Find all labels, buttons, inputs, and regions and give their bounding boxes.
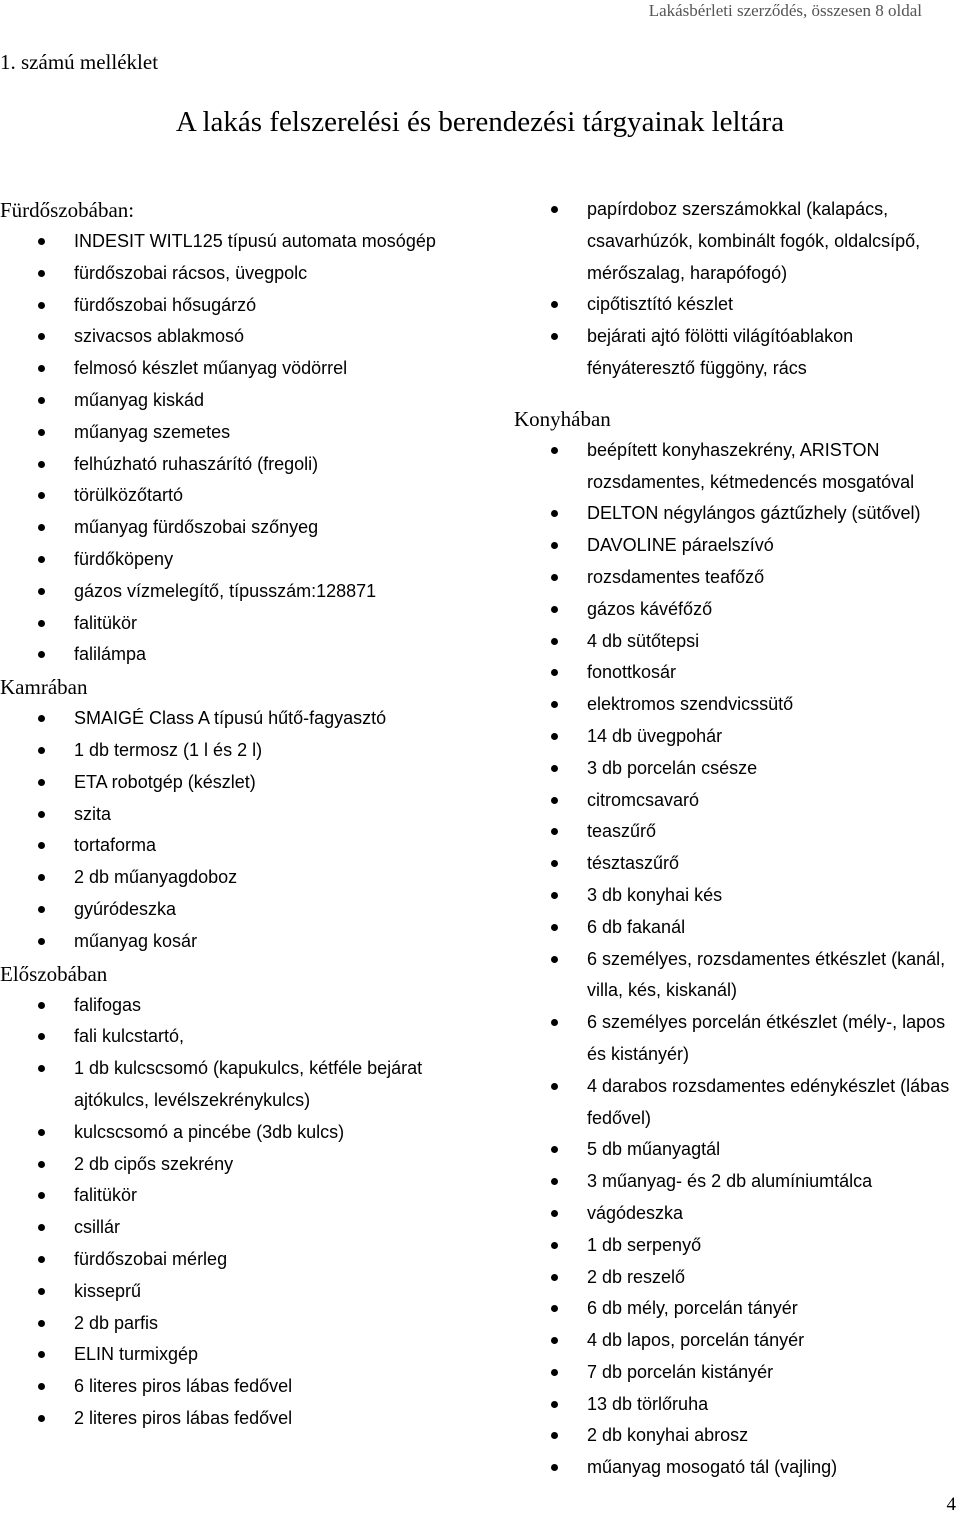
page-title: A lakás felszerelési és berendezési tárgyainak leltára [175, 106, 785, 138]
bullet-icon [551, 1178, 558, 1185]
list-item [514, 880, 960, 912]
list-item [514, 594, 960, 626]
bullet-icon [38, 524, 45, 531]
bullet-icon [38, 1192, 45, 1199]
bullet-icon [38, 747, 45, 754]
list-item [514, 1389, 960, 1421]
list-item [0, 258, 470, 290]
list-item [0, 385, 470, 417]
list-item-text: 4 darabos rozsdamentes edénykészlet (lábas fedővel) [587, 1075, 950, 1128]
list-item-text: 1 db kulcscsomó (kapukulcs, kétféle bejárat ajtókulcs, levélszekrénykulcs) [74, 1058, 423, 1110]
list-item [0, 767, 470, 799]
list-item-text: 14 db üvegpohár [587, 725, 723, 746]
list-item [514, 816, 960, 848]
bullet-icon [551, 510, 558, 517]
section-title-eloszoba: Előszobában [0, 961, 108, 986]
list-item [0, 576, 470, 608]
list-item [514, 1357, 960, 1389]
bullet-icon [38, 492, 45, 499]
bullet-icon [38, 270, 45, 277]
bullet-icon [38, 461, 45, 468]
list-item-text: rozsdamentes teafőző [587, 566, 765, 587]
list-item [0, 226, 470, 258]
list-item-text: beépített konyhaszekrény, ARISTON rozsdamentes, kétmedencés mosgatóval [587, 439, 915, 492]
bullet-icon [38, 1065, 45, 1072]
list-item-text: tésztaszűrő [587, 853, 680, 874]
bullet-icon [551, 1083, 558, 1090]
list-item-text: cipőtisztító készlet [587, 294, 734, 315]
list-konyha [514, 435, 960, 1484]
bullet-icon [551, 1019, 558, 1026]
list-item-text: gázos kávéfőző [587, 598, 713, 619]
list-item [0, 1149, 470, 1181]
list-item-text: műanyag mosogató tál (vajling) [587, 1457, 838, 1478]
list-item-text: kisseprű [74, 1280, 142, 1301]
list-item-text: papírdoboz szerszámokkal (kalapács, csavarhúzók, kombinált fogók, oldalcsípő, mérőszalag, harapófogó) [587, 199, 921, 283]
list-item-text: 7 db porcelán kistányér [587, 1361, 774, 1382]
bullet-icon [551, 574, 558, 581]
list-item [0, 703, 470, 735]
list-item [514, 1071, 960, 1135]
bullet-icon [551, 733, 558, 740]
list-eloszoba [0, 990, 470, 1435]
bullet-icon [38, 365, 45, 372]
list-item-text: műanyag szemetes [74, 421, 231, 442]
list-item [514, 498, 960, 530]
list-item-text: 5 db műanyagtál [587, 1139, 721, 1160]
list-item-text: felmosó készlet műanyag vödörrel [74, 358, 348, 379]
list-item-text: 3 db konyhai kés [587, 884, 723, 905]
bullet-icon [551, 669, 558, 676]
list-item-text: csillár [74, 1217, 121, 1238]
list-item-text: 2 db reszelő [587, 1266, 686, 1287]
list-item [514, 530, 960, 562]
list-item-text: fürdőszobai mérleg [74, 1248, 228, 1269]
list-item [514, 1166, 960, 1198]
list-item [0, 321, 470, 353]
list-item [0, 830, 470, 862]
list-item [514, 1230, 960, 1262]
list-item-text: DAVOLINE páraelszívó [587, 535, 774, 556]
list-item [514, 1452, 960, 1484]
list-item-text: falitükör [74, 1185, 138, 1206]
list-item [0, 1276, 470, 1308]
list-item-text: fürdőköpeny [74, 548, 174, 569]
bullet-icon [38, 1320, 45, 1327]
list-item [0, 735, 470, 767]
list-item [0, 926, 470, 958]
list-item [514, 1293, 960, 1325]
list-item [0, 1308, 470, 1340]
list-item-text: kulcscsomó a pincébe (3db kulcs) [74, 1121, 345, 1142]
list-item-text: 6 személyes porcelán étkészlet (mély-, lapos és kistányér) [587, 1012, 946, 1064]
list-item-text: gázos vízmelegítő, típusszám:128871 [74, 580, 377, 601]
bullet-icon [551, 860, 558, 867]
bullet-icon [38, 874, 45, 881]
list-item-text: ETA robotgép (készlet) [74, 771, 256, 792]
bullet-icon [551, 447, 558, 454]
list-item-text: vágódeszka [587, 1202, 684, 1223]
bullet-icon [551, 1432, 558, 1439]
list-item [514, 562, 960, 594]
list-item-text: fürdőszobai hősugárzó [74, 294, 257, 315]
bullet-icon [551, 542, 558, 549]
bullet-icon [38, 429, 45, 436]
list-item [0, 1053, 470, 1117]
list-item [0, 1180, 470, 1212]
bullet-icon [551, 1274, 558, 1281]
section-title-furdoszoba: Fürdőszobában: [0, 198, 135, 222]
list-item-text: tortaforma [74, 835, 157, 856]
list-item [0, 894, 470, 926]
list-item-text: gyúródeszka [74, 898, 177, 919]
bullet-icon [551, 1369, 558, 1376]
list-item [0, 1371, 470, 1403]
list-item [0, 353, 470, 385]
list-item [0, 1244, 470, 1276]
bullet-icon [38, 811, 45, 818]
list-item [514, 194, 960, 289]
list-item-text: szita [74, 803, 112, 824]
list-item [514, 689, 960, 721]
list-item-text: törülközőtartó [74, 485, 184, 506]
bullet-icon [38, 588, 45, 595]
list-item-text: felhúzható ruhaszárító (fregoli) [74, 453, 319, 474]
bullet-icon [38, 333, 45, 340]
bullet-icon [38, 1224, 45, 1231]
list-item [514, 289, 960, 321]
list-item [514, 1325, 960, 1357]
bullet-icon [551, 1464, 558, 1471]
right-column [514, 194, 960, 1484]
list-item-text: falifogas [74, 994, 142, 1015]
bullet-icon [38, 651, 45, 658]
list-item-text: bejárati ajtó fölötti világítóablakon fényáteresztő függöny, rács [587, 326, 854, 378]
bullet-icon [551, 1401, 558, 1408]
list-item-text: 4 db sütőtepsi [587, 630, 700, 651]
list-item [514, 912, 960, 944]
list-item [514, 657, 960, 689]
section-title-konyha: Konyhában [514, 406, 611, 431]
list-item [0, 1339, 470, 1371]
bullet-icon [551, 797, 558, 804]
list-item-text: SMAIGÉ Class A típusú hűtő-fagyasztó [74, 708, 387, 729]
list-item-text: 6 személyes, rozsdamentes étkészlet (kanál, villa, kés, kiskanál) [587, 948, 946, 1001]
list-item [514, 321, 960, 385]
bullet-icon [38, 715, 45, 722]
bullet-icon [551, 301, 558, 308]
list-item-text: 6 db mély, porcelán tányér [587, 1298, 798, 1319]
bullet-icon [38, 842, 45, 849]
list-item [514, 721, 960, 753]
list-item-text: műanyag fürdőszobai szőnyeg [74, 517, 319, 538]
left-column [0, 194, 470, 1435]
bullet-icon [38, 1256, 45, 1263]
bullet-icon [38, 238, 45, 245]
list-item [0, 990, 470, 1022]
list-eloszoba-continued [514, 194, 960, 385]
list-item-text: műanyag kiskád [74, 389, 205, 410]
bullet-icon [551, 333, 558, 340]
list-item-text: szivacsos ablakmosó [74, 326, 245, 347]
list-item-text: teaszűrő [587, 821, 657, 842]
list-item [514, 1198, 960, 1230]
bullet-icon [38, 620, 45, 627]
bullet-icon [38, 906, 45, 913]
bullet-icon [38, 938, 45, 945]
list-item-text: 4 db lapos, porcelán tányér [587, 1330, 805, 1351]
bullet-icon [551, 1242, 558, 1249]
list-item-text: 2 db konyhai abrosz [587, 1425, 749, 1446]
list-item-text: falitükör [74, 612, 138, 633]
list-item-text: 2 db cipős szekrény [74, 1153, 234, 1174]
list-item [0, 290, 470, 322]
list-item-text: fonottkosár [587, 662, 677, 683]
bullet-icon [551, 1305, 558, 1312]
list-kamra [0, 703, 470, 957]
bullet-icon [551, 1210, 558, 1217]
bullet-icon [551, 956, 558, 963]
bullet-icon [551, 701, 558, 708]
list-item-text: 3 műanyag- és 2 db alumíniumtálca [587, 1171, 873, 1192]
list-item-text: 13 db törlőruha [587, 1393, 709, 1414]
list-item [0, 544, 470, 576]
list-item [514, 1420, 960, 1452]
bullet-icon [38, 302, 45, 309]
list-item-text: 1 db termosz (1 l és 2 l) [74, 739, 263, 760]
list-furdoszoba [0, 226, 470, 671]
bullet-icon [551, 606, 558, 613]
list-item-text: fali kulcstartó, [74, 1026, 185, 1047]
bullet-icon [38, 1288, 45, 1295]
bullet-icon [551, 206, 558, 213]
list-item [514, 435, 960, 499]
bullet-icon [38, 556, 45, 563]
list-item [0, 449, 470, 481]
bullet-icon [551, 765, 558, 772]
list-item-text: 2 db parfis [74, 1312, 159, 1333]
list-item [514, 944, 960, 1008]
bullet-icon [38, 1415, 45, 1422]
bullet-icon [551, 828, 558, 835]
list-item-text: 3 db porcelán csésze [587, 757, 758, 778]
list-item-text: 2 literes piros lábas fedővel [74, 1407, 293, 1428]
section-title-kamra: Kamrában [0, 675, 88, 700]
list-item [0, 1021, 470, 1053]
bullet-icon [551, 1146, 558, 1153]
list-item [0, 480, 470, 512]
list-item-text: fürdőszobai rácsos, üvegpolc [74, 262, 308, 283]
bullet-icon [38, 1002, 45, 1009]
list-item [0, 608, 470, 640]
bullet-icon [38, 779, 45, 786]
list-item [0, 512, 470, 544]
bullet-icon [551, 924, 558, 931]
list-item [514, 1134, 960, 1166]
bullet-icon [38, 1383, 45, 1390]
list-item [0, 799, 470, 831]
list-item [0, 862, 470, 894]
list-item [514, 785, 960, 817]
list-item [0, 1403, 470, 1435]
bullet-icon [551, 1337, 558, 1344]
list-item [0, 1212, 470, 1244]
bullet-icon [551, 638, 558, 645]
list-item [514, 1007, 960, 1071]
list-item [0, 1117, 470, 1149]
list-item-text: 6 db fakanál [587, 916, 686, 937]
list-item [0, 639, 470, 671]
list-item-text: elektromos szendvicssütő [587, 694, 794, 715]
list-item-text: INDESIT WITL125 típusú automata mosógép [74, 231, 436, 251]
bullet-icon [38, 1129, 45, 1136]
list-item-text: 2 db műanyagdoboz [74, 867, 238, 888]
list-item-text: falilámpa [74, 644, 147, 665]
bullet-icon [38, 1033, 45, 1040]
bullet-icon [38, 1161, 45, 1168]
list-item-text: DELTON négylángos gáztűzhely (sütővel) [587, 503, 921, 524]
bullet-icon [551, 892, 558, 899]
list-item-text: citromcsavaró [587, 789, 700, 810]
bullet-icon [38, 397, 45, 404]
list-item-text: 1 db serpenyő [587, 1234, 702, 1255]
annex-label: 1. számú melléklet [0, 50, 159, 74]
list-item [514, 753, 960, 785]
list-item [0, 417, 470, 449]
list-item-text: ELIN turmixgép [74, 1344, 199, 1365]
list-item-text: műanyag kosár [74, 930, 198, 951]
page-number: 4 [946, 1494, 956, 1515]
list-item [514, 1262, 960, 1294]
document-header: Lakásbérleti szerződés, összesen 8 oldal [648, 1, 922, 20]
list-item-text: 6 literes piros lábas fedővel [74, 1376, 293, 1397]
list-item [514, 848, 960, 880]
bullet-icon [38, 1351, 45, 1358]
list-item [514, 626, 960, 658]
